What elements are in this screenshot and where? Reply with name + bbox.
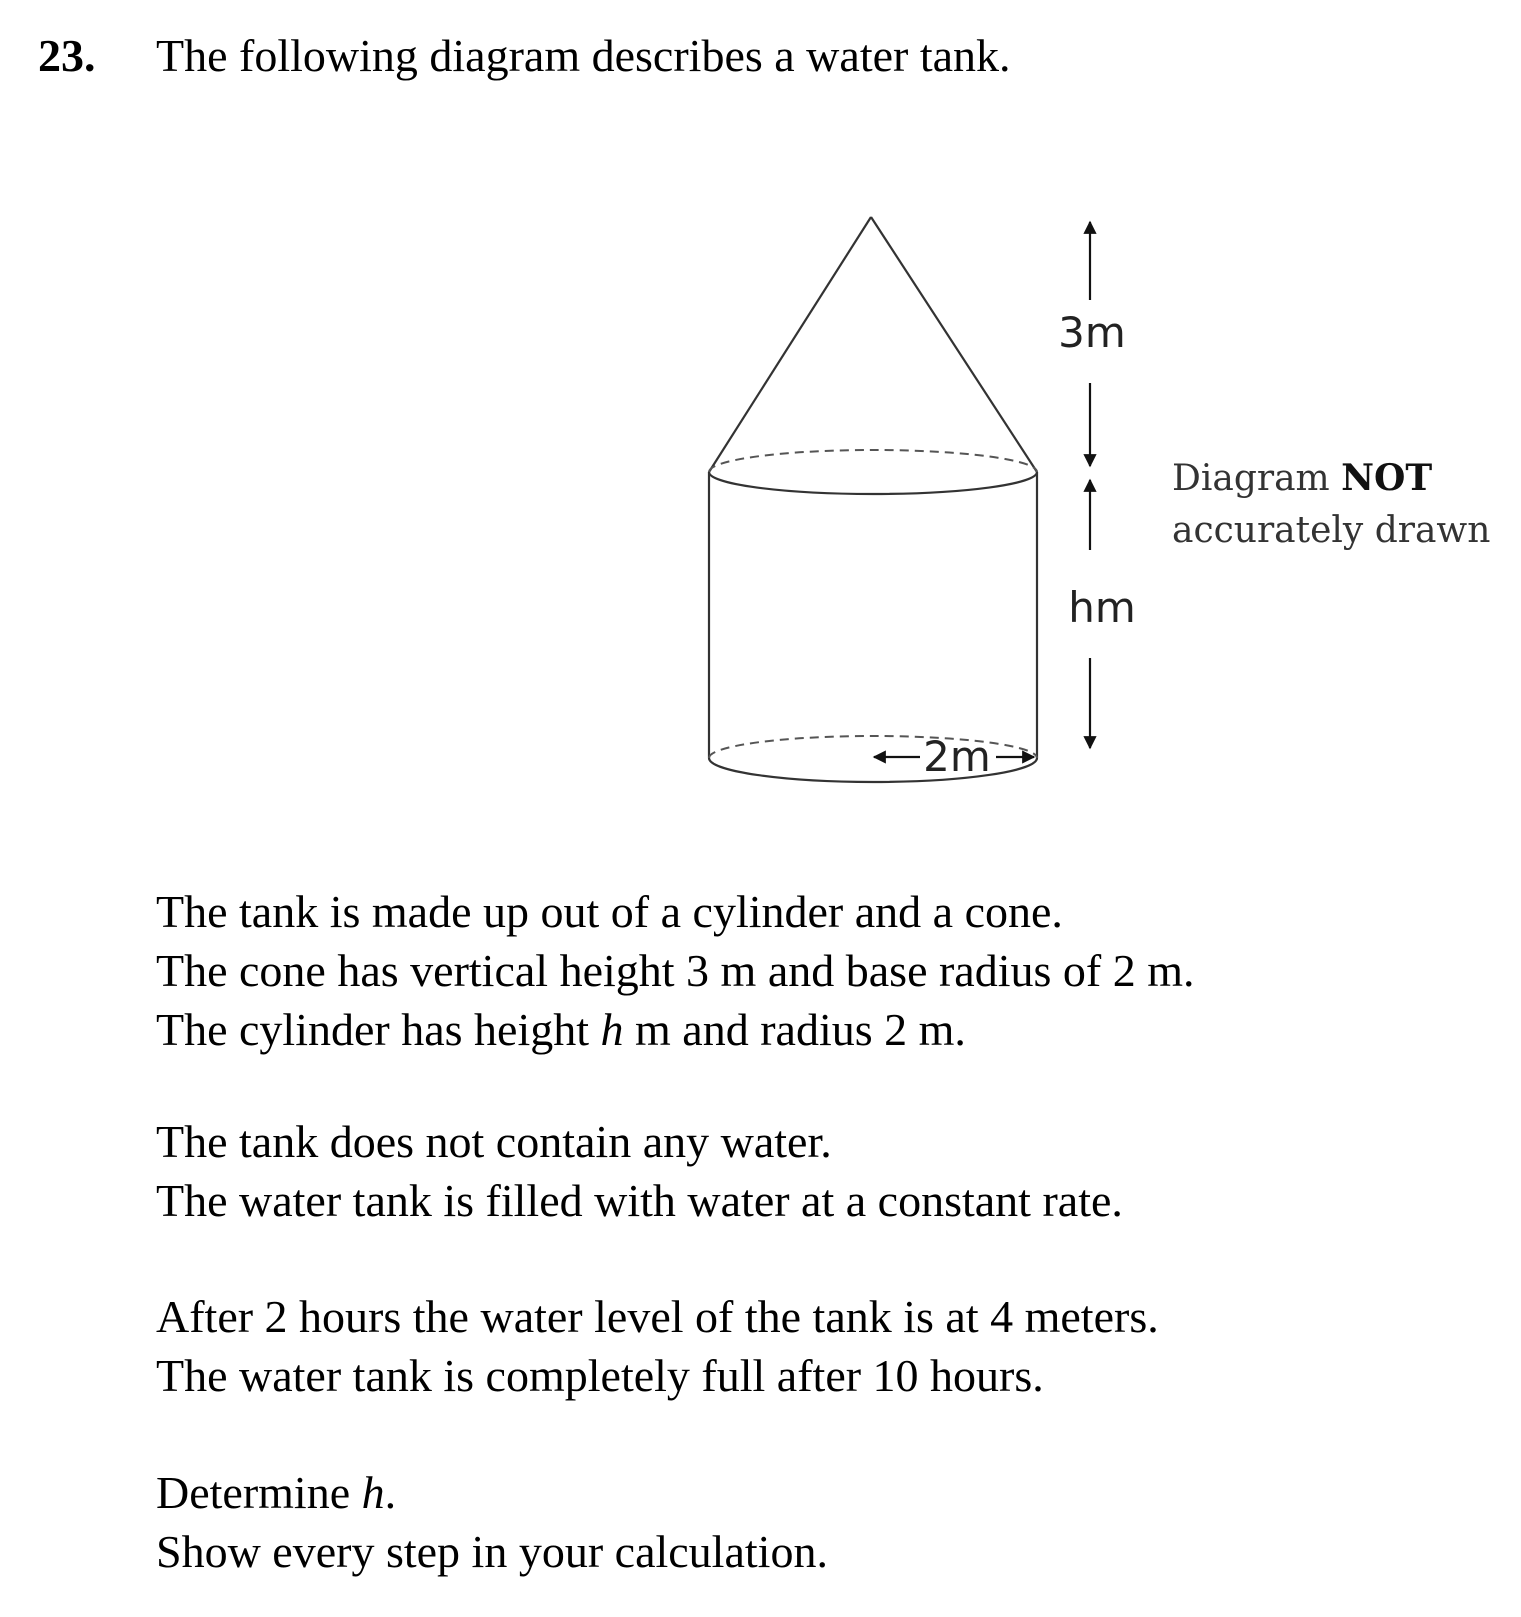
text-line: Show every step in your calculation.	[156, 1526, 828, 1577]
note-line-2: accurately drawn	[1172, 510, 1491, 551]
text-line: The cylinder has height h m and radius 2 m.	[156, 1004, 966, 1055]
cone-height-label: 3m	[1058, 308, 1126, 357]
text-line: The tank is made up out of a cylinder and a cone.	[156, 886, 1063, 937]
text-line: After 2 hours the water level of the tank is at 4 meters.	[156, 1291, 1159, 1342]
radius-dimension	[874, 732, 1034, 781]
paragraph-timing	[156, 1287, 1159, 1405]
text-line: The water tank is filled with water at a constant rate.	[156, 1175, 1123, 1226]
paragraph-tank-description	[156, 882, 1195, 1059]
radius-label: 2m	[923, 732, 991, 781]
cylinder-height-label: hm	[1068, 583, 1136, 632]
paragraph-task	[156, 1463, 828, 1581]
text-line: The water tank is completely full after 10 hours.	[156, 1350, 1044, 1401]
note-bold-text: NOT	[1341, 457, 1433, 499]
cylinder-height-dimension	[1068, 480, 1136, 748]
question-number: 23.	[38, 30, 96, 81]
text-line: The cone has vertical height 3 m and base radius of 2 m.	[156, 945, 1195, 996]
text-line: Determine h.	[156, 1467, 397, 1518]
diagram-note	[1172, 452, 1490, 557]
variable-h: h	[361, 1467, 385, 1518]
variable-h: h	[600, 1004, 624, 1055]
cone-shape	[709, 217, 1037, 472]
text-line: The tank does not contain any water.	[156, 1116, 832, 1167]
cone-height-dimension	[1058, 222, 1126, 466]
paragraph-filling	[156, 1112, 1123, 1230]
note-text: Diagram	[1172, 458, 1342, 499]
question-title: The following diagram describes a water tank.	[156, 30, 1011, 81]
